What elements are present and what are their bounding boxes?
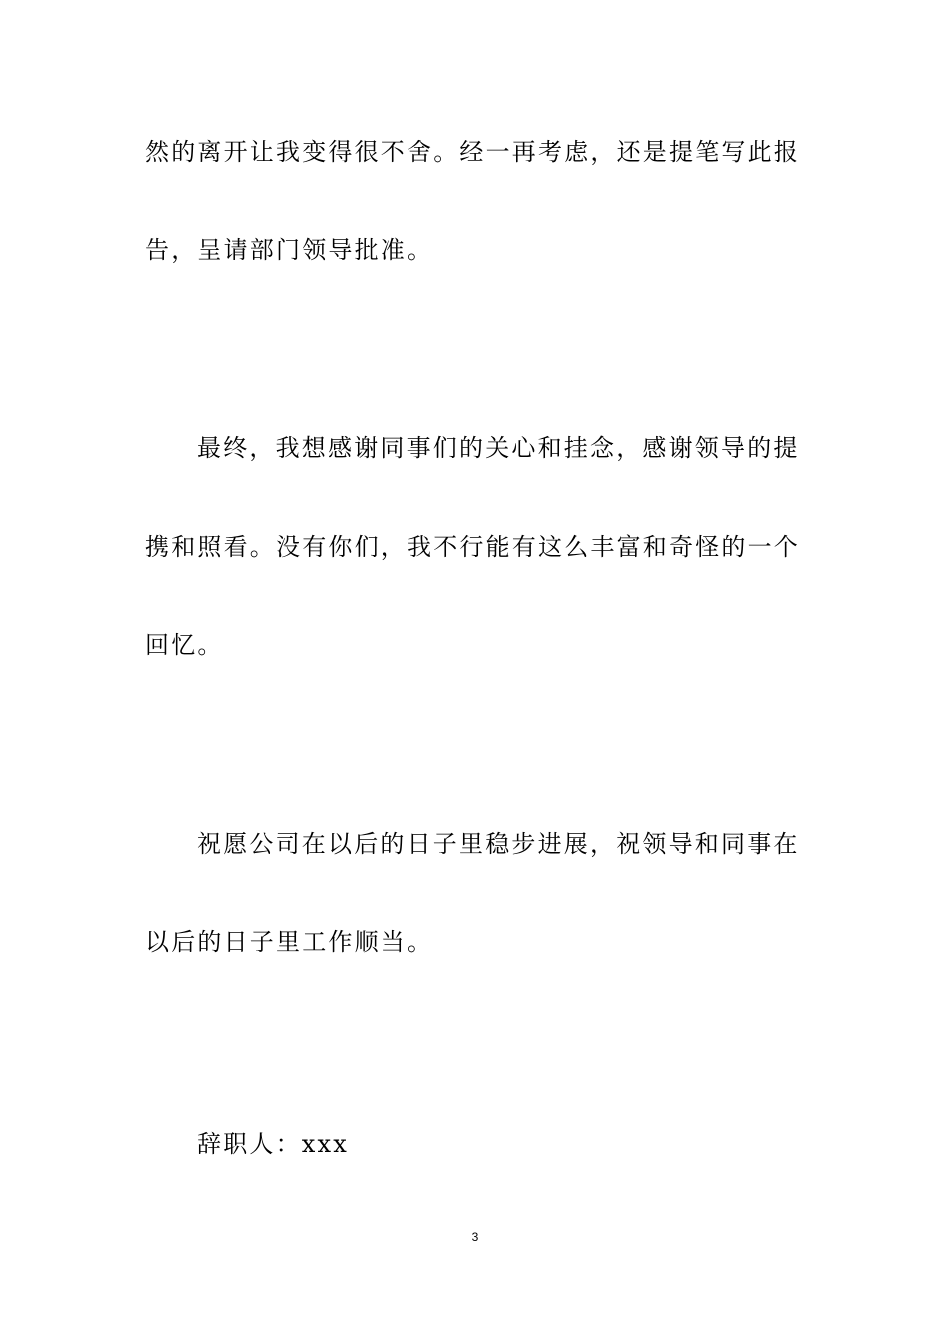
paragraph-line: 最终，我想感谢同事们的关心和挂念，感谢领导的提 [197,434,800,462]
paragraph-line: 祝愿公司在以后的日子里稳步进展，祝领导和同事在 [197,830,800,858]
paragraph-line: 告，呈请部门领导批准。 [145,236,434,264]
signature: 辞职人：xxx [197,1130,350,1158]
page-number: 3 [471,1230,479,1244]
paragraph-line: 以后的日子里工作顺当。 [145,928,434,956]
paragraph-line: 携和照看。没有你们，我不行能有这么丰富和奇怪的一个 [145,533,800,561]
paragraph-line: 然的离开让我变得很不舍。经一再考虑，还是提笔写此报 [145,138,800,166]
paragraph-line: 回忆。 [145,631,224,659]
